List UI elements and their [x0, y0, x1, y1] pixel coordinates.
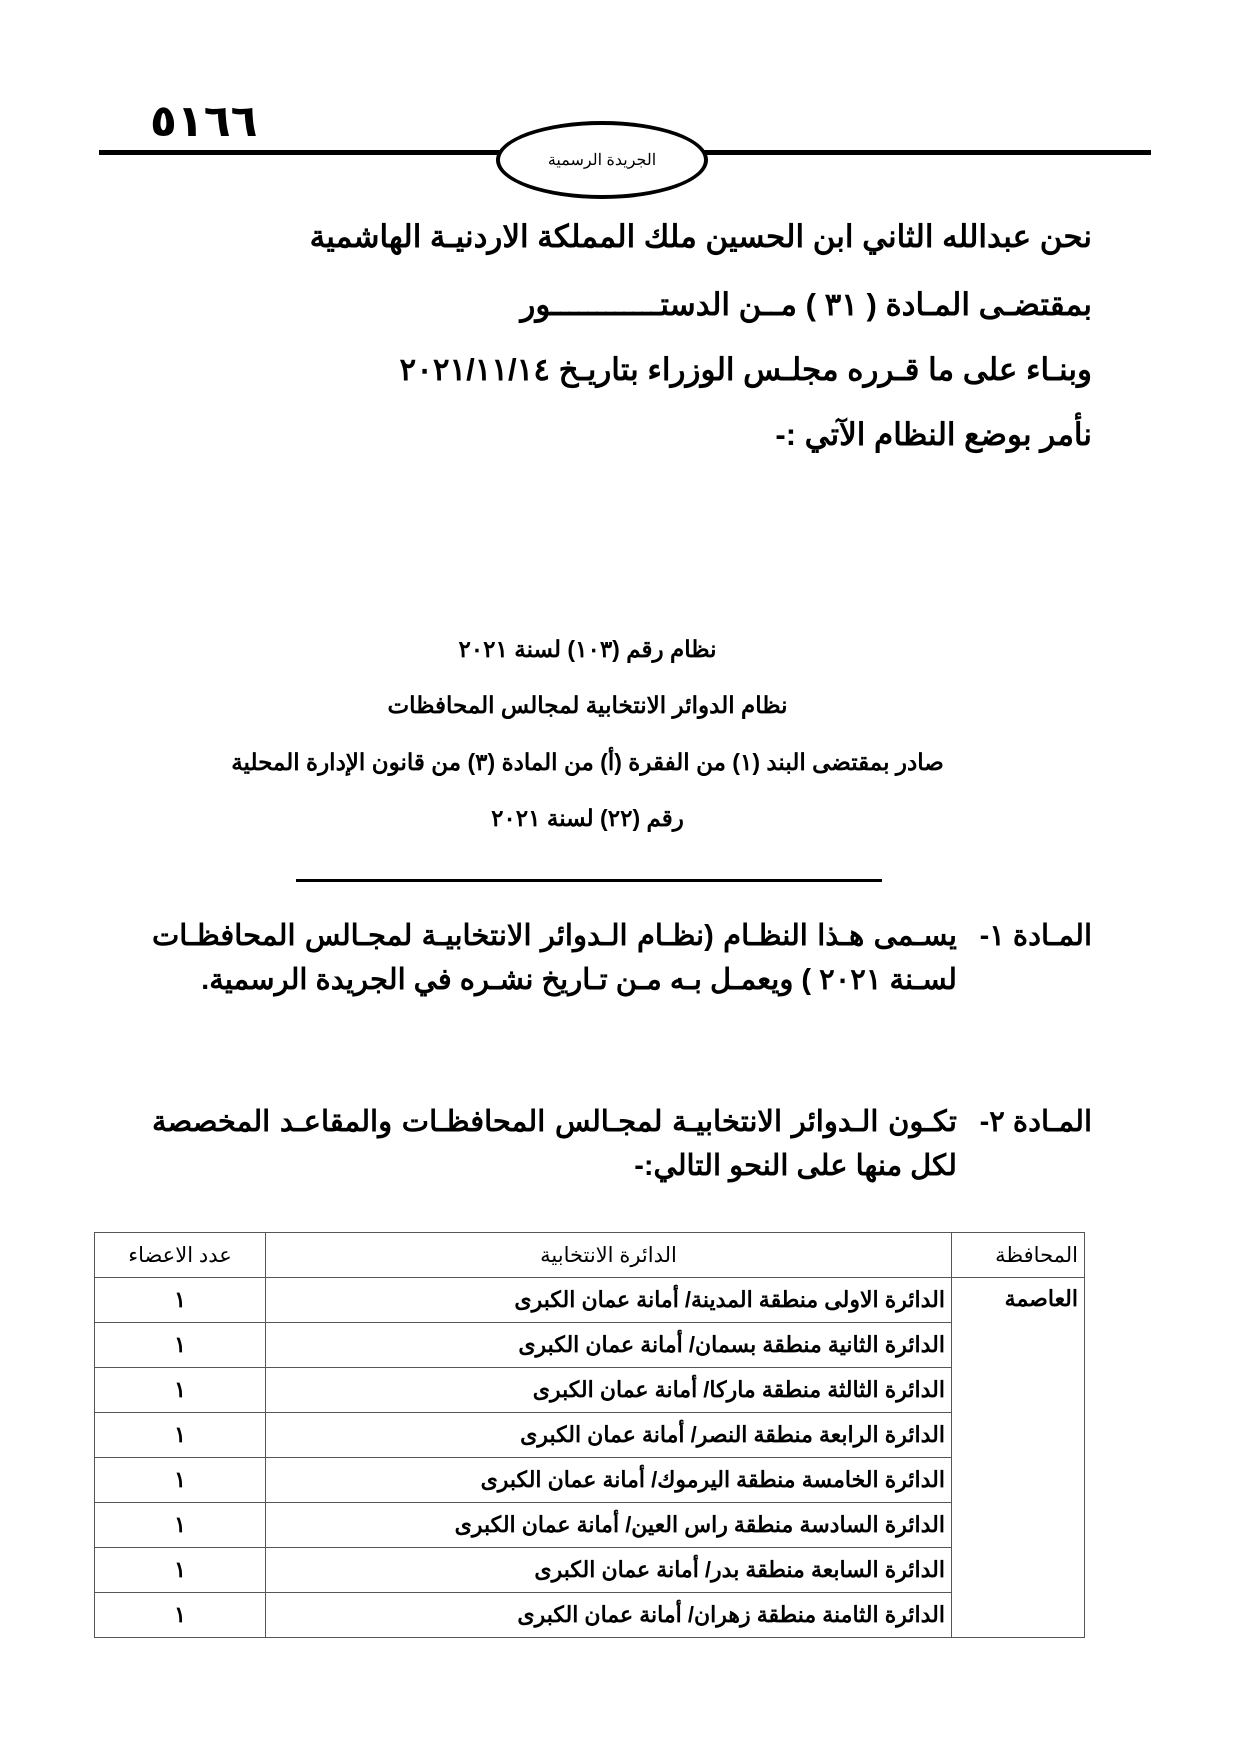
- preamble-line: نأمر بوضع النظام الآتي :-: [775, 417, 1092, 452]
- table-row: [95, 1368, 1085, 1413]
- preamble-line: نحن عبدالله الثاني ابن الحسين ملك المملكة الاردنيـة الهاشمية: [309, 219, 1092, 254]
- article-label: المـادة ١-: [979, 920, 1092, 952]
- district-cell: الدائرة السادسة منطقة راس العين/ أمانة عمان الكبرى: [266, 1503, 952, 1548]
- district-cell: الدائرة السابعة منطقة بدر/ أمانة عمان الكبرى: [266, 1548, 952, 1593]
- gazette-name: الجريدة الرسمية: [547, 152, 657, 169]
- page-number: ٥١٦٦: [150, 96, 258, 147]
- members-cell: ١: [95, 1368, 266, 1413]
- table-row: [95, 1323, 1085, 1368]
- article-label: المـادة ٢-: [979, 1106, 1092, 1138]
- district-cell: الدائرة الاولى منطقة المدينة/ أمانة عمان الكبرى: [266, 1278, 952, 1323]
- gazette-emblem: [496, 121, 708, 199]
- section-divider: [296, 879, 882, 882]
- header-district: الدائرة الانتخابية: [266, 1233, 952, 1278]
- header-members: عدد الاعضاء: [95, 1233, 266, 1278]
- table-row: [95, 1503, 1085, 1548]
- regulation-basis: صادر بمقتضى البند (١) من الفقرة (أ) من المادة (٣) من قانون الإدارة المحلية: [231, 749, 944, 775]
- members-cell: ١: [95, 1593, 266, 1638]
- members-cell: ١: [95, 1278, 266, 1323]
- preamble-line: وبنـاء على ما قـرره مجلـس الوزراء بتاريـخ ٢٠٢١/١١/١٤: [399, 352, 1092, 387]
- district-cell: الدائرة الثامنة منطقة زهران/ أمانة عمان الكبرى: [266, 1593, 952, 1638]
- districts-table: [94, 1232, 1085, 1638]
- preamble-line: بمقتضـى المـادة ( ٣١ ) مــن الدستــــــــــــور: [520, 287, 1092, 322]
- table-row: [95, 1593, 1085, 1638]
- members-cell: ١: [95, 1503, 266, 1548]
- district-cell: الدائرة الخامسة منطقة اليرموك/ أمانة عمان الكبرى: [266, 1458, 952, 1503]
- table-row: [95, 1458, 1085, 1503]
- table-row: [95, 1413, 1085, 1458]
- regulation-law-ref: رقم (٢٢) لسنة ٢٠٢١: [491, 805, 684, 831]
- article-text: تكـون الـدوائر الانتخابيـة لمجـالس المحافظـات والمقاعـد المخصصة لكل منها على النحو التالي:-: [152, 1106, 957, 1182]
- article-1: [152, 914, 1092, 1002]
- table-row: [95, 1278, 1085, 1323]
- district-cell: الدائرة الثالثة منطقة ماركا/ أمانة عمان الكبرى: [266, 1368, 952, 1413]
- article-2: [152, 1100, 1092, 1188]
- regulation-title: نظام الدوائر الانتخابية لمجالس المحافظات: [387, 692, 788, 718]
- members-cell: ١: [95, 1323, 266, 1368]
- regulation-number: نظام رقم (١٠٣) لسنة ٢٠٢١: [458, 636, 717, 662]
- members-cell: ١: [95, 1413, 266, 1458]
- article-text: يسـمى هـذا النظـام (نظـام الـدوائر الانتخابيـة لمجـالس المحافظـات لسـنة ٢٠٢١ ) ويعمـل بـه مـن تـاريخ نشـره في الجريدة الرسمية.: [152, 920, 957, 996]
- district-cell: الدائرة الثانية منطقة بسمان/ أمانة عمان الكبرى: [266, 1323, 952, 1368]
- table-header-row: [95, 1233, 1085, 1278]
- district-cell: الدائرة الرابعة منطقة النصر/ أمانة عمان الكبرى: [266, 1413, 952, 1458]
- header-governorate: المحافظة: [952, 1233, 1085, 1278]
- members-cell: ١: [95, 1548, 266, 1593]
- governorate-cell: العاصمة: [952, 1278, 1085, 1638]
- members-cell: ١: [95, 1458, 266, 1503]
- table-row: [95, 1548, 1085, 1593]
